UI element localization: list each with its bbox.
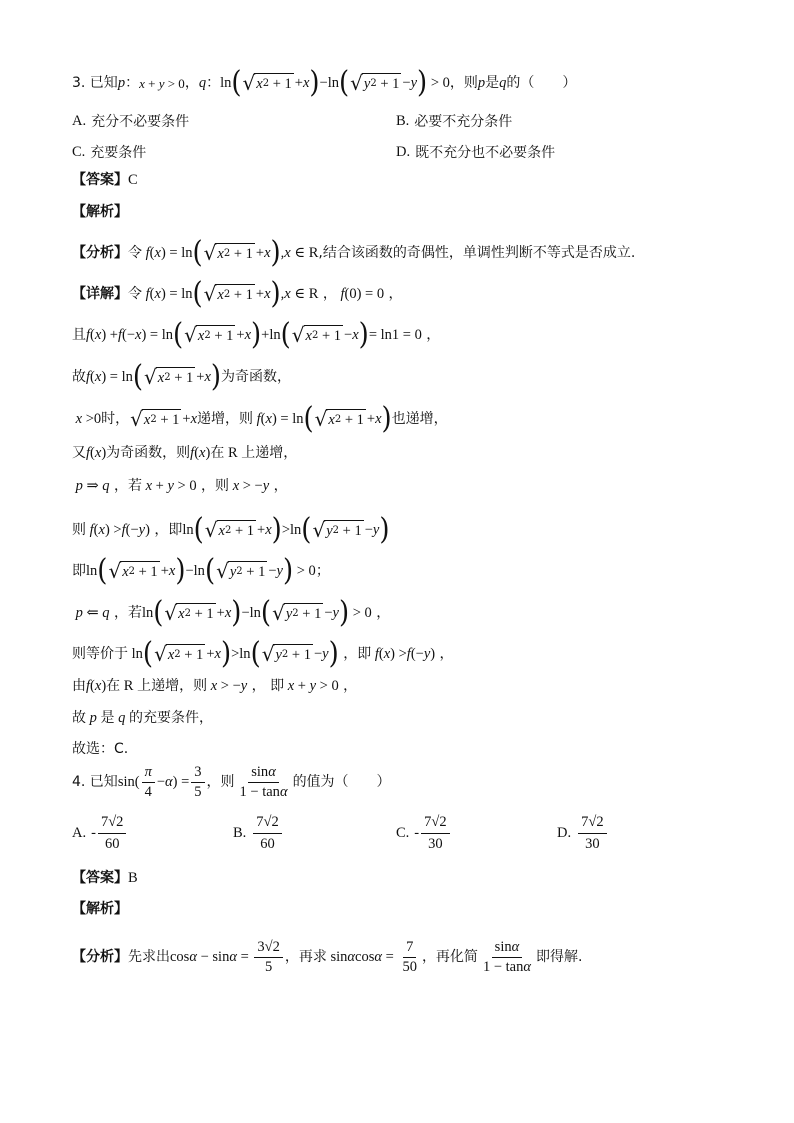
q4-option-c-frac: $\frac{7√2}{30}$ bbox=[421, 814, 449, 853]
q3-step-3: 故 f ( x ) = ln ( √ x 2 + 1 + x ) 为奇函数， bbox=[72, 359, 292, 395]
q3-step-7: 则 f ( x ) > f (− y ) ，即 ln ( √ x 2 + 1 + x ) >ln ( √ y 2 + 1 − y ) bbox=[72, 512, 390, 548]
q4-option-b: B. $\frac{7√2}{60}$ bbox=[233, 814, 284, 853]
q3-step-4: x >0 时， √ x 2 + 1 + x 递增，则 f ( x ) = ln ( √ x 2 + 1 + x ) 也递增， bbox=[72, 401, 448, 437]
q4-option-c: C. - $\frac{7√2}{30}$ bbox=[396, 814, 452, 853]
q3-option-b: B. 必要不充分条件 bbox=[396, 112, 513, 130]
q3-step-1: 【详解】 令 f ( x ) = ln ( √ x 2 + 1 + x ) , x ∈ R ， f (0) = 0 ， bbox=[72, 276, 403, 312]
q3-answer: 【答案】 C bbox=[72, 172, 138, 189]
q3-step-5: 又 f ( x ) 为奇函数，则 f ( x ) 在 R 上递增， bbox=[72, 445, 298, 462]
q3-step-8: 即 ln ( √ x 2 + 1 + x ) −ln ( √ y 2 + 1 − y ) > 0 ； bbox=[72, 553, 330, 589]
q4-option-d-frac: $\frac{7√2}{30}$ bbox=[578, 814, 606, 853]
q4-option-d: D. $\frac{7√2}{30}$ bbox=[557, 814, 609, 853]
q3-step-11: 由 f ( x ) 在 R 上递增，则 x > − y ， 即 x + y > 0 ， bbox=[72, 678, 358, 695]
q3-option-d: D. 既不充分也不必要条件 bbox=[396, 143, 556, 161]
q3-analysis-tag: 【解析】 bbox=[72, 204, 128, 220]
q3-option-c: C. 充要条件 bbox=[72, 143, 147, 161]
q3-step-10: 则等价于 ln ( √ x 2 + 1 + x ) >ln ( √ y 2 + 1 − y ) ，即 f ( x ) > f (− y ) ， bbox=[72, 636, 454, 672]
q3-stem: 3. 已知 p ： x + y > 0 ， q ： ln ( √ x 2 + 1 + x ) −ln ( √ y 2 + 1 − y ) > 0 ，则 p 是 q 的（ ） bbox=[72, 65, 577, 101]
q3-step-12: 故 p 是 q 的充要条件， bbox=[72, 710, 213, 727]
q3-step-13: 故选：C. bbox=[72, 741, 129, 757]
q3-fenxi: 【分析】 令 f ( x ) = ln ( √ x 2 + 1 + x ) , x ∈ R ,结合该函数的奇偶性，单调性判断不等式是否成立. bbox=[72, 235, 636, 271]
q4-option-b-frac: $\frac{7√2}{60}$ bbox=[253, 814, 281, 853]
q4-analysis-tag: 【解析】 bbox=[72, 901, 128, 917]
q3-option-a: A. 充分不必要条件 bbox=[72, 112, 190, 130]
q4-option-a: A. - $\frac{7√2}{60}$ bbox=[72, 814, 128, 853]
q4-fenxi: 【分析】 先求出 cos α − sin α = $\frac{3√2}{5}$ ，再求 sin α cos α = $\frac{7}{50}$ ，再化简 $\frac{\sin\alpha}{1 - \tan\alpha}$ 即得解. bbox=[72, 939, 583, 975]
q3-step-9: p ⇐ q ，若 ln ( √ x 2 + 1 + x ) −ln ( √ y 2 + 1 − y ) > 0 ， bbox=[72, 595, 391, 631]
q4-answer: 【答案】 B bbox=[72, 870, 138, 887]
q3-step-2: 且 f ( x ) + f (− x ) = ln ( √ x 2 + 1 + x ) +ln ( √ x 2 + 1 − x ) = ln1 = 0 ， bbox=[72, 317, 441, 353]
q4-option-a-frac: $\frac{7√2}{60}$ bbox=[98, 814, 126, 853]
q3-step-6: p ⇒ q ，若 x + y > 0 ，则 x > − y ， bbox=[72, 478, 288, 495]
q4-stem: 4. 已知 sin( $\frac{\pi}{4}$ − α ) = $\frac{3}{5}$ ，则 $\frac{\sin\alpha}{1 - \tan\alpha}$ 的值为（ ） bbox=[72, 764, 391, 800]
